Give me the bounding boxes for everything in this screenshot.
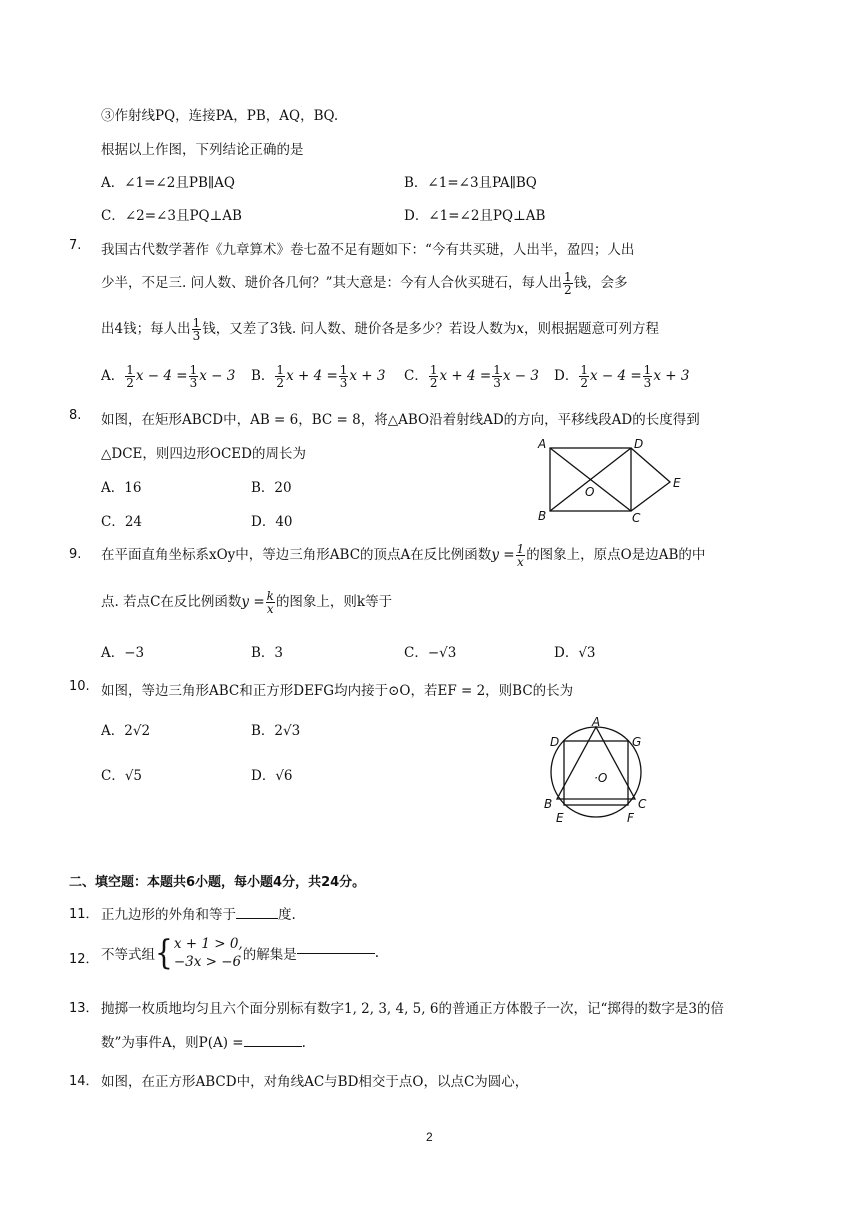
page-number: 2 (426, 1130, 433, 1144)
label-f: F (627, 811, 634, 825)
q6-option-a: A．∠1=∠2且PB∥AQ (101, 175, 235, 191)
triangle-dce (631, 448, 670, 511)
q6-option-d: D．∠1=∠2且PQ⊥AB (404, 208, 546, 224)
q12-brace: { (155, 932, 173, 973)
q7-line3-mid: 钱，又差了3钱. 问人数、琎价各是多少？若设人数为 (202, 321, 517, 337)
label-e: E (673, 476, 681, 490)
q12-system: x + 1 > 0, −3x > −6 (173, 936, 243, 971)
q7-line1: 我国古代数学著作《九章算术》卷七盈不足有题如下：“今有共买琎，人出半，盈四；人出 (101, 242, 635, 258)
q13-line1: 抛掷一枚质地均匀且六个面分别标有数字1, 2, 3, 4, 5, 6的普通正方体骰子一次，记“掷得的数字是3的倍 (101, 1001, 724, 1017)
label-b: B (538, 509, 547, 523)
triangle-abc (557, 727, 635, 799)
q9-line1: 在平面直角坐标系xOy中，等边三角形ABC的顶点A在反比例函数y = $\frac{1}{x}$ 的图象上，原点O是边AB的中 (101, 542, 706, 569)
q7-line2-tail: 钱，会多 (573, 275, 628, 291)
q13-answer-blank[interactable] (244, 1046, 302, 1047)
q6-option-c: C．∠2=∠3且PQ⊥AB (101, 208, 242, 224)
q11-number: 11． (69, 907, 99, 922)
q7-option-b: B． $\frac{1}{2}$ x + 4 = $\frac{1}{3}$ x + 3 (251, 363, 386, 390)
q10-line1: 如图，等边三角形ABC和正方形DEFG均内接于⊙O，若EF = 2，则BC的长为 (101, 683, 574, 699)
q10-option-c: C．√5 (101, 768, 143, 784)
label-e: E (556, 811, 564, 825)
q9-number: 9. (69, 547, 82, 562)
q8-option-c: C．24 (101, 514, 143, 530)
q9-line2: 点. 若点C在反比例函数y = $\frac{k}{x}$ 的图象上，则k等于 (101, 589, 393, 616)
q8-option-b: B．20 (251, 480, 292, 496)
q8-option-a: A．16 (101, 480, 142, 496)
q8-line2: △DCE，则四边形OCED的周长为 (101, 446, 306, 462)
q6-option-b: B．∠1=∠3且PA∥BQ (404, 175, 537, 191)
q11-text: 正九边形的外角和等于 度. (101, 907, 296, 923)
label-b: B (544, 797, 553, 811)
q9-option-b: B．3 (251, 645, 284, 661)
q12-answer-blank[interactable] (297, 953, 375, 954)
q9-option-c: C．−√3 (404, 645, 457, 661)
section-2-heading: 二、填空题：本题共6小题，每小题4分，共24分。 (69, 875, 366, 890)
label-c: C (632, 511, 641, 524)
q10-option-b: B．2√3 (251, 723, 301, 739)
q10-option-a: A．2√2 (101, 723, 151, 739)
label-g: G (632, 735, 642, 749)
q11-answer-blank[interactable] (236, 918, 278, 919)
q10-circle-figure (536, 712, 656, 827)
q8-option-d: D．40 (251, 514, 293, 530)
q7-line3-text: 出4钱；每人出 (101, 321, 191, 337)
label-a: A (592, 715, 601, 729)
q9-option-a: A．−3 (101, 645, 145, 661)
q6-step3: ③作射线PQ，连接PA，PB，AQ，BQ. (101, 108, 339, 124)
q7-line2 (101, 268, 628, 298)
q9-option-d: D．√3 (554, 645, 596, 661)
q14-number: 14． (69, 1074, 99, 1089)
q7-variable: x (516, 321, 525, 337)
label-c: C (638, 797, 647, 811)
q10-number: 10. (69, 679, 90, 694)
q8-rectangle-figure (530, 434, 700, 524)
label-d: D (634, 437, 644, 451)
q7-line3 (101, 314, 659, 344)
q7-line3-tail: ，则根据题意可列方程 (524, 321, 660, 337)
q7-option-c: C． $\frac{1}{2}$ x + 4 = $\frac{1}{3}$ x − 3 (404, 363, 539, 390)
label-a: A (538, 437, 547, 451)
q7-option-d: D． $\frac{1}{2}$ x − 4 = $\frac{1}{3}$ x + 3 (554, 363, 690, 390)
q8-number: 8. (69, 408, 82, 423)
q12-number: 12． (69, 952, 99, 967)
q13-number: 13． (69, 1001, 99, 1016)
label-o: O (585, 485, 595, 499)
q9-function-kx: $\frac{k}{x}$ (266, 589, 274, 616)
q7-line2-text: 少半，不足三. 问人数、琎价各几何？”其大意是：今有人合伙买琎石，每人出 (101, 275, 562, 291)
label-d: D (550, 735, 560, 749)
q7-number: 7. (69, 238, 82, 253)
label-o: ·O (594, 771, 608, 785)
q6-prompt: 根据以上作图，下列结论正确的是 (101, 142, 304, 158)
q12-text: 不等式组{ x + 1 > 0, −3x > −6 的解集是 . (101, 932, 379, 973)
q9-function-1x: $\frac{1}{x}$ (516, 542, 525, 569)
q7-option-a: A． $\frac{1}{2}$ x − 4 = $\frac{1}{3}$ x − 3 (101, 363, 236, 390)
q8-line1: 如图，在矩形ABCD中，AB = 6，BC = 8，将△ABO沿着射线AD的方向，平移线段AD的长度得到 (101, 412, 700, 428)
q7-fraction-third: $\frac{1}{3}$ (192, 316, 201, 343)
q7-fraction-half: $\frac{1}{2}$ (563, 270, 572, 297)
q14-text: 如图，在正方形ABCD中，对角线AC与BD相交于点O，以点C为圆心， (101, 1074, 529, 1090)
q13-line2: 数”为事件A，则P(A) = . (101, 1035, 306, 1051)
q10-option-d: D．√6 (251, 768, 293, 784)
